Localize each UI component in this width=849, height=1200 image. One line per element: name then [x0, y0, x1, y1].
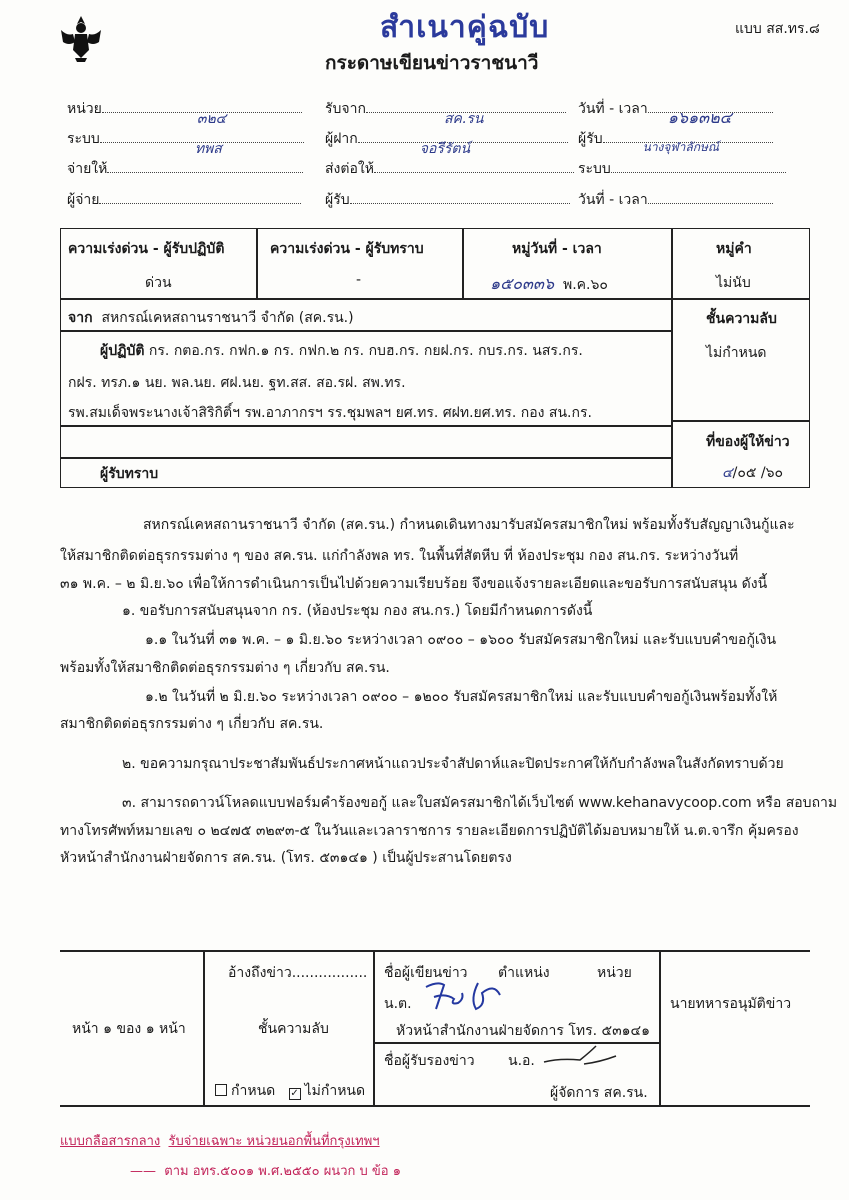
paragraph-intro-l1: สหกรณ์เคหสถานราชนาวี จำกัด (สค.รน.) กำหนดเดินทางมารับสมัครสมาชิกใหม่ พร้อมทั้งรับสัญญาเงินกู้และ: [143, 517, 795, 533]
recipient-field: ผู้รับ นางจุฬาลักษณ์: [578, 128, 773, 150]
receiver-field: ผู้รับ: [325, 189, 570, 211]
action-addressees-line3: รพ.สมเด็จพระนางเจ้าสิริกิติ์ฯ รพ.อาภากรฯ รร.ชุมพลฯ ยศ.ทร. ศฝท.ยศ.ทร. กอง สน.กร.: [68, 405, 592, 421]
item-1-2-l2: สมาชิกติดต่อธุรกรรมต่าง ๆ เกี่ยวกับ สค.รน.: [60, 716, 324, 732]
item-3-l3: หัวหน้าสำนักงานฝ่ายจัดการ สค.รน. (โทร. ๕๓๑๔๑ ) เป็นผู้ประสานโดยตรง: [60, 850, 512, 866]
checkbox-defined[interactable]: [215, 1084, 227, 1096]
writer-label: ชื่อผู้เขียนข่าว: [384, 965, 468, 981]
form-code: แบบ สส.ทร.๘: [735, 21, 820, 37]
reference-value: ๔/๐๕ /๖๐: [722, 465, 784, 481]
approving-officer: นายทหารอนุมัติข่าว: [670, 996, 792, 1012]
datetime-field: วันที่ - เวลา ๑๖๑๓๒๔: [578, 98, 773, 120]
writer-rank: น.ต.: [384, 996, 412, 1012]
writer-unit-label: หน่วย: [597, 965, 632, 981]
system-field: ระบบ ทพส: [67, 128, 304, 150]
certifier-label: ชื่อผู้รับรองข่าว: [384, 1053, 475, 1069]
secrecy-head: ชั้นความลับ: [706, 311, 777, 327]
dtg-value: ๑๕๐๓๓๖ พ.ค.๖๐: [490, 274, 608, 293]
pay-to-field: จ่ายให้: [67, 158, 303, 180]
certifier-signature-icon: [540, 1042, 620, 1072]
document-title: กระดาษเขียนข่าวราชนาวี: [325, 52, 539, 74]
item-1-1-l1: ๑.๑ ในวันที่ ๓๑ พ.ค. – ๑ มิ.ย.๖๐ ระหว่างเวลา ๐๙๐๐ – ๑๖๐๐ รับสมัครสมาชิกใหม่ และรับแบบคำขอกู้เงิน: [145, 632, 777, 648]
action-addressees-line2: กฝร. ทรภ.๑ นย. พล.นย. ศฝ.นย. ฐท.สส. สอ.รฝ. สพ.ทร.: [68, 375, 406, 391]
word-count-value: ไม่นับ: [716, 275, 751, 291]
item-1-1-l2: พร้อมทั้งให้สมาชิกติดต่อธุรกรรมต่าง ๆ เกี่ยวกับ สค.รน.: [60, 660, 390, 676]
item-1: ๑. ขอรับการสนับสนุนจาก กร. (ห้องประชุม กอง สน.กร.) โดยมีกำหนดการดังนี้: [122, 603, 593, 619]
received-from-field: รับจาก สค.รน: [325, 98, 566, 120]
position-label: ตำแหน่ง: [498, 965, 550, 981]
urgency-info-head: ความเร่งด่วน - ผู้รับทราบ: [270, 241, 424, 257]
copy-stamp: สำเนาคู่ฉบับ: [380, 10, 550, 45]
footer-top-rule: [60, 950, 810, 952]
paragraph-intro-l2: ให้สมาชิกติดต่อธุรกรรมต่าง ๆ ของ สค.รน. แก่กำลังพล ทร. ในพื้นที่สัตหีบ ที่ ห้องประชุม กอง สน.กร. ระหว่างวันที่: [60, 548, 739, 564]
dtg-head: หมู่วันที่ - เวลา: [512, 241, 602, 257]
reference-head: ที่ของผู้ให้ข่าว: [706, 434, 790, 450]
system2-field: ระบบ: [578, 158, 786, 180]
item-1-2-l1: ๑.๒ ในวันที่ ๒ มิ.ย.๖๐ ระหว่างเวลา ๐๙๐๐ – ๑๒๐๐ รับสมัครสมาชิกใหม่ และรับแบบคำขอกู้เงินพร้อมทั้งให้: [145, 689, 778, 705]
secrecy-value: ไม่กำหนด: [706, 345, 767, 361]
urgency-info-value: -: [356, 272, 362, 288]
datetime2-field: วันที่ - เวลา: [578, 189, 773, 211]
urgency-action-value: ด่วน: [145, 275, 172, 291]
writer-signature-icon: [420, 975, 510, 1017]
payer-field: ผู้จ่าย: [67, 189, 301, 211]
word-count-head: หมู่คำ: [716, 241, 752, 257]
footer-bottom-rule: [60, 1105, 810, 1107]
red-stamp-line1: แบบกลือสารกลาง รับจ่ายเฉพาะ หน่วยนอกพื้นที่กรุงเทพฯ: [60, 1134, 380, 1149]
urgency-action-head: ความเร่งด่วน - ผู้รับปฏิบัติ: [68, 241, 225, 257]
forward-to-field: ส่งต่อให้: [325, 158, 574, 180]
page-number: หน้า ๑ ของ ๑ หน้า: [72, 1021, 186, 1037]
reference-message: อ้างถึงข่าว.................: [228, 965, 368, 981]
writer-position: หัวหน้าสำนักงานฝ่ายจัดการ โทร. ๕๓๑๔๑: [396, 1023, 651, 1039]
item-3-l1: ๓. สามารถดาวน์โหลดแบบฟอร์มคำร้องขอกู้ และใบสมัครสมาชิกได้เว็บไซต์ www.kehanavycoop.com หรือ สอบถาม: [122, 795, 838, 811]
certifier-rank: น.อ.: [508, 1053, 535, 1069]
garuda-emblem-icon: [55, 12, 107, 64]
secrecy-checkboxes: กำหนด ✓ ไม่กำหนด: [215, 1080, 365, 1102]
item-2: ๒. ขอความกรุณาประชาสัมพันธ์ประกาศหน้าแถวประจำสัปดาห์และปิดประกาศให้กับกำลังพลในสังกัดทราบด้วย: [122, 756, 784, 772]
depositor-field: ผู้ฝาก จอรีรัตน์: [325, 128, 568, 150]
from-row: จาก สหกรณ์เคหสถานราชนาวี จำกัด (สค.รน.): [68, 310, 354, 326]
footer-secrecy-label: ชั้นความลับ: [258, 1021, 329, 1037]
unit-field: หน่วย ๓๒๔: [67, 98, 302, 120]
action-addressees-line1: ผู้ปฏิบัติ กร. กตอ.กร. กฟก.๑ กร. กฟก.๒ กร. กบฮ.กร. กยฝ.กร. กบร.กร. นสร.กร.: [100, 343, 583, 359]
item-3-l2: ทางโทรศัพท์หมายเลข ๐ ๒๔๗๕ ๓๒๙๓-๕ ในวันและเวลาราชการ รายละเอียดการปฏิบัติได้มอบหมายให้ น.ต.จารึก คุ้มครอง: [60, 823, 799, 839]
red-stamp-line2: —— ตาม อทร.๕๐๐๑ พ.ศ.๒๕๕๐ ผนวก บ ข้อ ๑: [130, 1164, 401, 1179]
paragraph-intro-l3: ๓๑ พ.ค. – ๒ มิ.ย.๖๐ เพื่อให้การดำเนินการเป็นไปด้วยความเรียบร้อย จึงขอแจ้งรายละเอียดและขอรับการสนับสนุน ดังนี้: [60, 576, 768, 592]
certifier-position: ผู้จัดการ สค.รน.: [550, 1085, 648, 1101]
checkbox-undefined[interactable]: ✓: [290, 1088, 299, 1099]
info-addressees-label: ผู้รับทราบ: [100, 466, 159, 482]
